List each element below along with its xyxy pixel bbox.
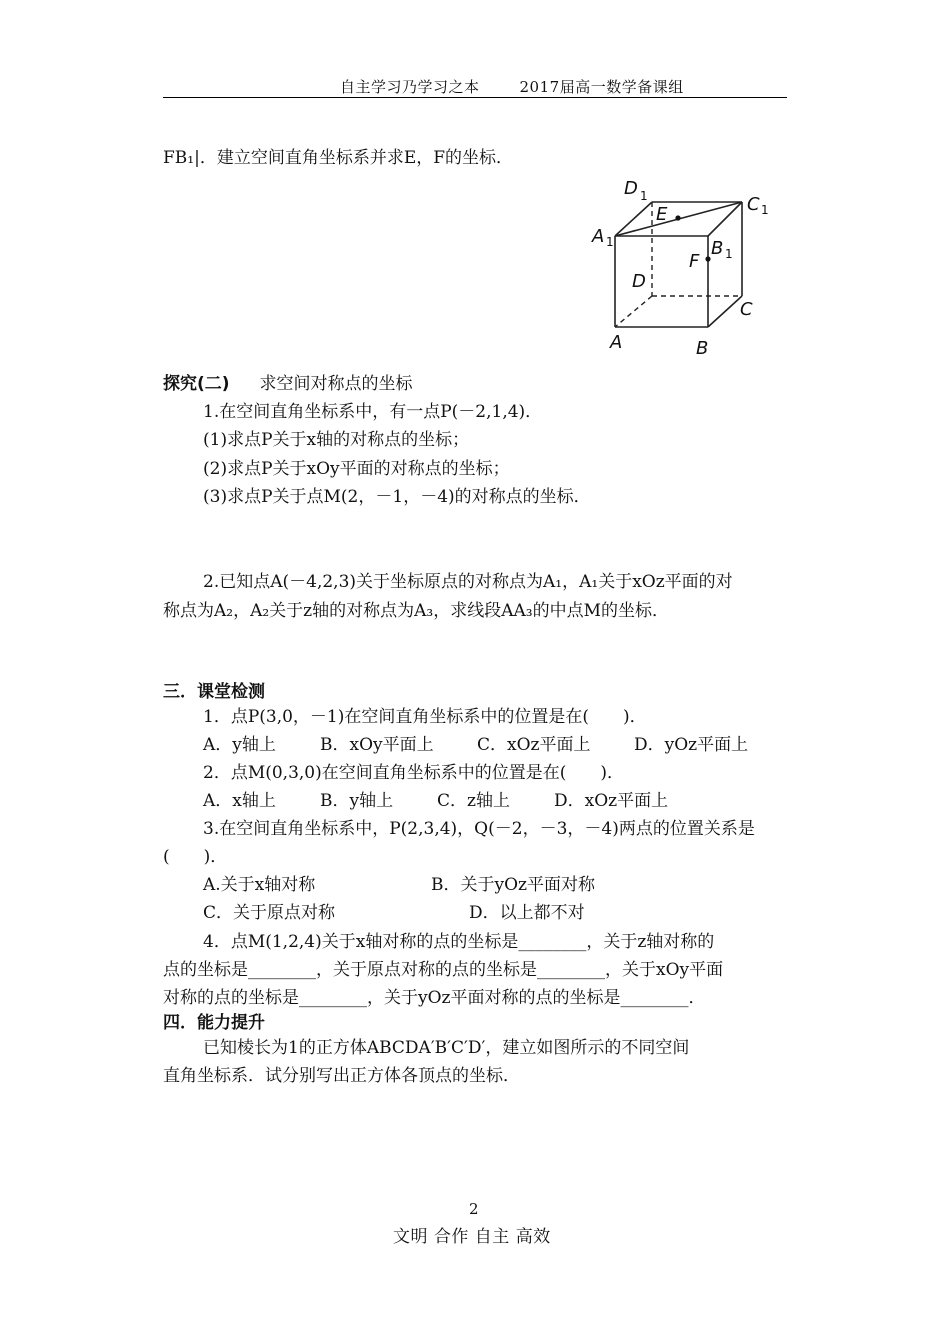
section3-p3-line2: ( )． xyxy=(163,847,228,867)
label-b1: B xyxy=(711,238,724,259)
label-a1: A xyxy=(592,226,605,247)
p1-option-b: B．xOy平面上 xyxy=(320,735,434,755)
section3-p4-line1: 4．点M(1,2,4)关于x轴对称的点的坐标是________，关于z轴对称的 xyxy=(203,932,715,952)
label-d1-sub: 1 xyxy=(640,189,648,203)
label-a: A xyxy=(610,332,623,353)
header-left: 自主学习乃学习之本 xyxy=(340,78,480,96)
label-e: E xyxy=(656,204,668,225)
p2-option-b: B．y轴上 xyxy=(320,791,394,811)
p3-option-b: B．关于yOz平面对称 xyxy=(431,875,595,895)
label-c: C xyxy=(740,299,753,320)
section3-p2: 2．点M(0,3,0)在空间直角坐标系中的位置是在( )． xyxy=(203,763,625,783)
explore2-q1a: (1)求点P关于x轴的对称点的坐标； xyxy=(203,430,470,450)
p2-option-a: A．x轴上 xyxy=(203,791,276,811)
label-c1: C xyxy=(747,194,760,215)
p3-option-c: C．关于原点对称 xyxy=(203,903,336,923)
label-b1-sub: 1 xyxy=(725,247,733,261)
visible-edges xyxy=(615,202,742,327)
header-rule xyxy=(163,97,787,98)
section3-p2-options xyxy=(203,788,668,814)
p1-option-d: D．yOz平面上 xyxy=(634,735,749,755)
intro-line: FB₁|．建立空间直角坐标系并求E，F的坐标． xyxy=(163,148,514,168)
label-f: F xyxy=(689,251,700,272)
p3-option-a: A.关于x轴对称 xyxy=(203,875,316,895)
explore2-heading xyxy=(163,371,413,397)
section4-line1: 已知棱长为1的正方体ABCDA′B′C′D′，建立如图所示的不同空间 xyxy=(203,1038,690,1058)
label-d1: D xyxy=(624,178,638,199)
explore2-q1b: (2)求点P关于xOy平面的对称点的坐标； xyxy=(203,459,510,479)
section3-p1: 1．点P(3,0，－1)在空间直角坐标系中的位置是在( )． xyxy=(203,707,647,727)
p1-option-c: C．xOz平面上 xyxy=(477,735,591,755)
page-header xyxy=(340,76,684,97)
footer-motto: 文明 合作 自主 高效 xyxy=(393,1227,551,1247)
section4-line2: 直角坐标系．试分别写出正方体各顶点的坐标． xyxy=(163,1066,520,1086)
section3-p1-options xyxy=(203,732,748,758)
section3-p4-line2: 点的坐标是________，关于原点对称的点的坐标是________，关于xOy平面 xyxy=(163,960,724,980)
section3-p4-line3: 对称的点的坐标是________，关于yOz平面对称的点的坐标是________． xyxy=(163,988,706,1008)
explore2-q1c: (3)求点P关于点M(2，－1，－4)的对称点的坐标． xyxy=(203,487,591,507)
explore2-q1: 1.在空间直角坐标系中，有一点P(－2,1,4)． xyxy=(203,402,543,422)
section3-p3-line1: 3.在空间直角坐标系中，P(2,3,4)，Q(－2，－3，－4)两点的位置关系是 xyxy=(203,819,755,839)
cube-figure xyxy=(590,170,790,360)
explore2-subtitle: 求空间对称点的坐标 xyxy=(259,374,413,394)
p2-option-d: D．xOz平面上 xyxy=(554,791,669,811)
label-d: D xyxy=(632,271,646,292)
point-f xyxy=(705,256,710,261)
explore2-q2-line1: 2.已知点A(－4,2,3)关于坐标原点的对称点为A₁，A₁关于xOz平面的对 xyxy=(203,572,733,592)
label-b: B xyxy=(696,338,709,359)
section4-title: 四．能力提升 xyxy=(163,1013,265,1033)
page-number: 2 xyxy=(469,1200,479,1218)
explore2-q2-line2: 称点为A₂，A₂关于z轴的对称点为A₃，求线段AA₃的中点M的坐标． xyxy=(163,601,670,621)
p1-option-a: A．y轴上 xyxy=(203,735,276,755)
p2-option-c: C．z轴上 xyxy=(437,791,510,811)
header-right: 2017届高一数学备课组 xyxy=(519,78,684,96)
p3-option-d: D．以上都不对 xyxy=(469,903,585,923)
label-a1-sub: 1 xyxy=(606,235,614,249)
point-e xyxy=(675,215,680,220)
explore2-title: 探究(二) xyxy=(163,374,230,394)
section3-title: 三．课堂检测 xyxy=(163,682,265,702)
label-c1-sub: 1 xyxy=(761,203,769,217)
